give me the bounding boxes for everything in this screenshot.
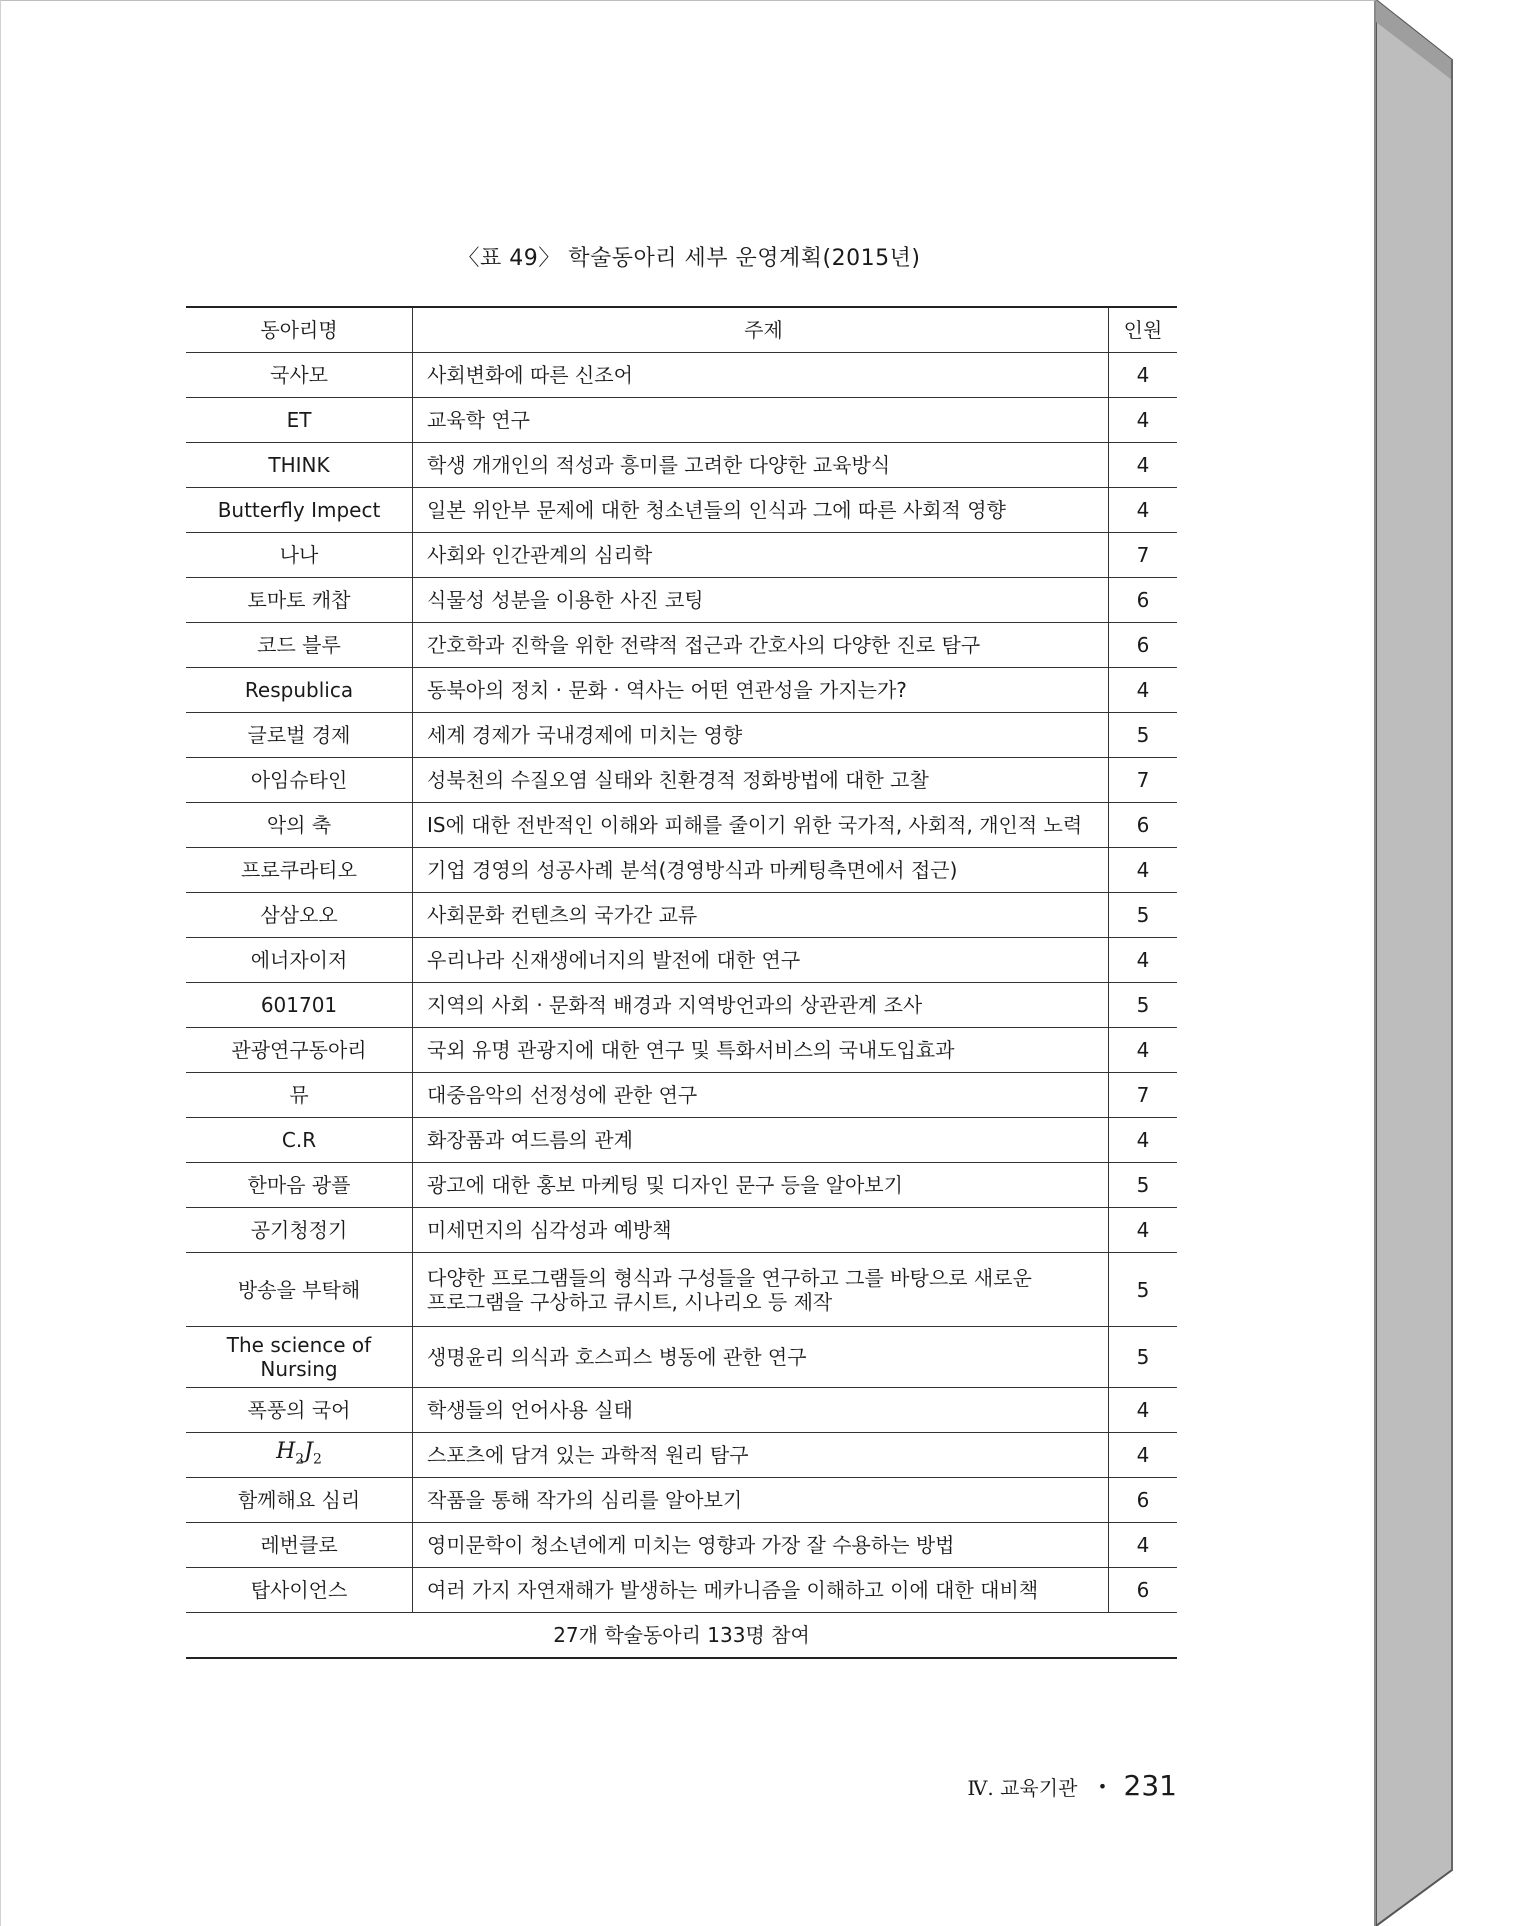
club-name: 프로쿠라티오 (186, 848, 413, 893)
member-count: 6 (1109, 623, 1178, 668)
page-stack-shading (1376, 0, 1520, 1926)
member-count: 6 (1109, 578, 1178, 623)
club-topic (413, 1253, 1109, 1327)
table-row (186, 668, 1177, 713)
club-topic: IS에 대한 전반적인 이해와 피해를 줄이기 위한 국가적, 사회적, 개인적 노력 (413, 803, 1109, 848)
club-name: 공기청정기 (186, 1208, 413, 1253)
table-row (186, 1433, 1177, 1478)
club-topic: 동북아의 정치 · 문화 · 역사는 어떤 연관성을 가지는가? (413, 668, 1109, 713)
club-topic: 지역의 사회 · 문화적 배경과 지역방언과의 상관관계 조사 (413, 983, 1109, 1028)
club-name: C.R (186, 1118, 413, 1163)
club-name: 나나 (186, 533, 413, 578)
member-count: 7 (1109, 758, 1178, 803)
club-topic: 화장품과 여드름의 관계 (413, 1118, 1109, 1163)
table-row (186, 1523, 1177, 1568)
club-name: 코드 블루 (186, 623, 413, 668)
table-row (186, 713, 1177, 758)
member-count: 4 (1109, 1523, 1178, 1568)
club-topic: 대중음악의 선정성에 관한 연구 (413, 1073, 1109, 1118)
club-name: 함께해요 심리 (186, 1478, 413, 1523)
member-count: 5 (1109, 1163, 1178, 1208)
club-topic: 성북천의 수질오염 실태와 친환경적 정화방법에 대한 고찰 (413, 758, 1109, 803)
club-topic: 사회문화 컨텐츠의 국가간 교류 (413, 893, 1109, 938)
table-row (186, 848, 1177, 893)
member-count: 4 (1109, 848, 1178, 893)
club-name (186, 1433, 413, 1478)
club-topic: 광고에 대한 홍보 마케팅 및 디자인 문구 등을 알아보기 (413, 1163, 1109, 1208)
club-topic: 여러 가지 자연재해가 발생하는 메카니즘을 이해하고 이에 대한 대비책 (413, 1568, 1109, 1613)
club-name: 에너자이저 (186, 938, 413, 983)
club-topic: 학생 개개인의 적성과 흥미를 고려한 다양한 교육방식 (413, 443, 1109, 488)
member-count: 4 (1109, 443, 1178, 488)
member-count: 4 (1109, 938, 1178, 983)
club-name-line: The science of (226, 1333, 372, 1357)
bullet-separator: • (1097, 1777, 1108, 1796)
club-name: 토마토 캐찹 (186, 578, 413, 623)
section-title: 교육기관 (1000, 1776, 1078, 1800)
member-count: 4 (1109, 1388, 1178, 1433)
table-summary-row (186, 1613, 1177, 1659)
table-row (186, 1568, 1177, 1613)
club-name: 뮤 (186, 1073, 413, 1118)
club-name: 삼삼오오 (186, 893, 413, 938)
table-header-row (186, 307, 1177, 353)
table-row (186, 1478, 1177, 1523)
table-row (186, 578, 1177, 623)
book-page-edge (1376, 0, 1520, 1926)
club-topic: 간호학과 진학을 위한 전략적 접근과 간호사의 다양한 진로 탐구 (413, 623, 1109, 668)
club-topic: 스포츠에 담겨 있는 과학적 원리 탐구 (413, 1433, 1109, 1478)
page-footer (1, 1769, 1177, 1802)
table-row (186, 353, 1177, 398)
member-count: 7 (1109, 1073, 1178, 1118)
club-topic: 작품을 통해 작가의 심리를 알아보기 (413, 1478, 1109, 1523)
club-topic-line: 다양한 프로그램들의 형식과 구성들을 연구하고 그를 바탕으로 새로운 (427, 1265, 1032, 1290)
club-topic: 미세먼지의 심각성과 예방책 (413, 1208, 1109, 1253)
club-name-line: Nursing (260, 1357, 338, 1381)
member-count: 5 (1109, 1327, 1178, 1388)
club-name: Butterfly Impect (186, 488, 413, 533)
header-member-count: 인원 (1109, 307, 1178, 353)
member-count: 5 (1109, 893, 1178, 938)
club-name: 아임슈타인 (186, 758, 413, 803)
club-topic-line: 프로그램을 구상하고 큐시트, 시나리오 등 제작 (427, 1289, 833, 1314)
member-count: 4 (1109, 398, 1178, 443)
club-name (186, 1327, 413, 1388)
table-row (186, 1388, 1177, 1433)
club-topic: 우리나라 신재생에너지의 발전에 대한 연구 (413, 938, 1109, 983)
table-row (186, 938, 1177, 983)
club-topic: 영미문학이 청소년에게 미치는 영향과 가장 잘 수용하는 방법 (413, 1523, 1109, 1568)
member-count: 4 (1109, 1208, 1178, 1253)
member-count: 6 (1109, 803, 1178, 848)
table-row (186, 1208, 1177, 1253)
member-count: 6 (1109, 1478, 1178, 1523)
table-summary: 27개 학술동아리 133명 참여 (186, 1613, 1177, 1659)
club-topic: 국외 유명 관광지에 대한 연구 및 특화서비스의 국내도입효과 (413, 1028, 1109, 1073)
club-topic: 학생들의 언어사용 실태 (413, 1388, 1109, 1433)
club-topic: 식물성 성분을 이용한 사진 코팅 (413, 578, 1109, 623)
member-count: 5 (1109, 983, 1178, 1028)
table-caption: 〈표 49〉 학술동아리 세부 운영계획(2015년) (457, 246, 921, 271)
club-name: Respublica (186, 668, 413, 713)
chapter-number: Ⅳ. (967, 1776, 994, 1800)
club-name: 601701 (186, 983, 413, 1028)
club-name: 방송을 부탁해 (186, 1253, 413, 1327)
club-name: 한마음 광플 (186, 1163, 413, 1208)
club-topic: 생명윤리 의식과 호스피스 병동에 관한 연구 (413, 1327, 1109, 1388)
member-count: 5 (1109, 1253, 1178, 1327)
page-number: 231 (1123, 1769, 1177, 1802)
table-row (186, 1028, 1177, 1073)
member-count: 7 (1109, 533, 1178, 578)
table-row (186, 1073, 1177, 1118)
table-row (186, 803, 1177, 848)
table-row (186, 1118, 1177, 1163)
header-topic: 주제 (413, 307, 1109, 353)
club-name: 국사모 (186, 353, 413, 398)
club-name: ET (186, 398, 413, 443)
header-club-name: 동아리명 (186, 307, 413, 353)
club-name: 악의 축 (186, 803, 413, 848)
club-topic: 일본 위안부 문제에 대한 청소년들의 인식과 그에 따른 사회적 영향 (413, 488, 1109, 533)
table-row (186, 1253, 1177, 1327)
table-row (186, 1163, 1177, 1208)
member-count: 4 (1109, 353, 1178, 398)
club-name: 폭풍의 국어 (186, 1388, 413, 1433)
table-row (186, 983, 1177, 1028)
member-count: 4 (1109, 488, 1178, 533)
member-count: 5 (1109, 713, 1178, 758)
table-row (186, 398, 1177, 443)
club-topic: 세계 경제가 국내경제에 미치는 영향 (413, 713, 1109, 758)
member-count: 4 (1109, 1118, 1178, 1163)
club-topic: 기업 경영의 성공사례 분석(경영방식과 마케팅측면에서 접근) (413, 848, 1109, 893)
member-count: 4 (1109, 1433, 1178, 1478)
club-name: 탑사이언스 (186, 1568, 413, 1613)
club-name: 레번클로 (186, 1523, 413, 1568)
club-topic: 사회와 인간관계의 심리학 (413, 533, 1109, 578)
table-row (186, 758, 1177, 803)
member-count: 4 (1109, 1028, 1178, 1073)
club-name-formula: $H_2J_2$ (276, 1438, 322, 1468)
table-row (186, 443, 1177, 488)
table-row (186, 893, 1177, 938)
member-count: 4 (1109, 668, 1178, 713)
club-name: THINK (186, 443, 413, 488)
club-topic: 사회변화에 따른 신조어 (413, 353, 1109, 398)
club-name: 글로벌 경제 (186, 713, 413, 758)
member-count: 6 (1109, 1568, 1178, 1613)
table-row (186, 488, 1177, 533)
table-row (186, 533, 1177, 578)
club-topic: 교육학 연구 (413, 398, 1109, 443)
table-row (186, 623, 1177, 668)
club-plan-table (186, 306, 1177, 1659)
table-row (186, 1327, 1177, 1388)
club-name: 관광연구동아리 (186, 1028, 413, 1073)
